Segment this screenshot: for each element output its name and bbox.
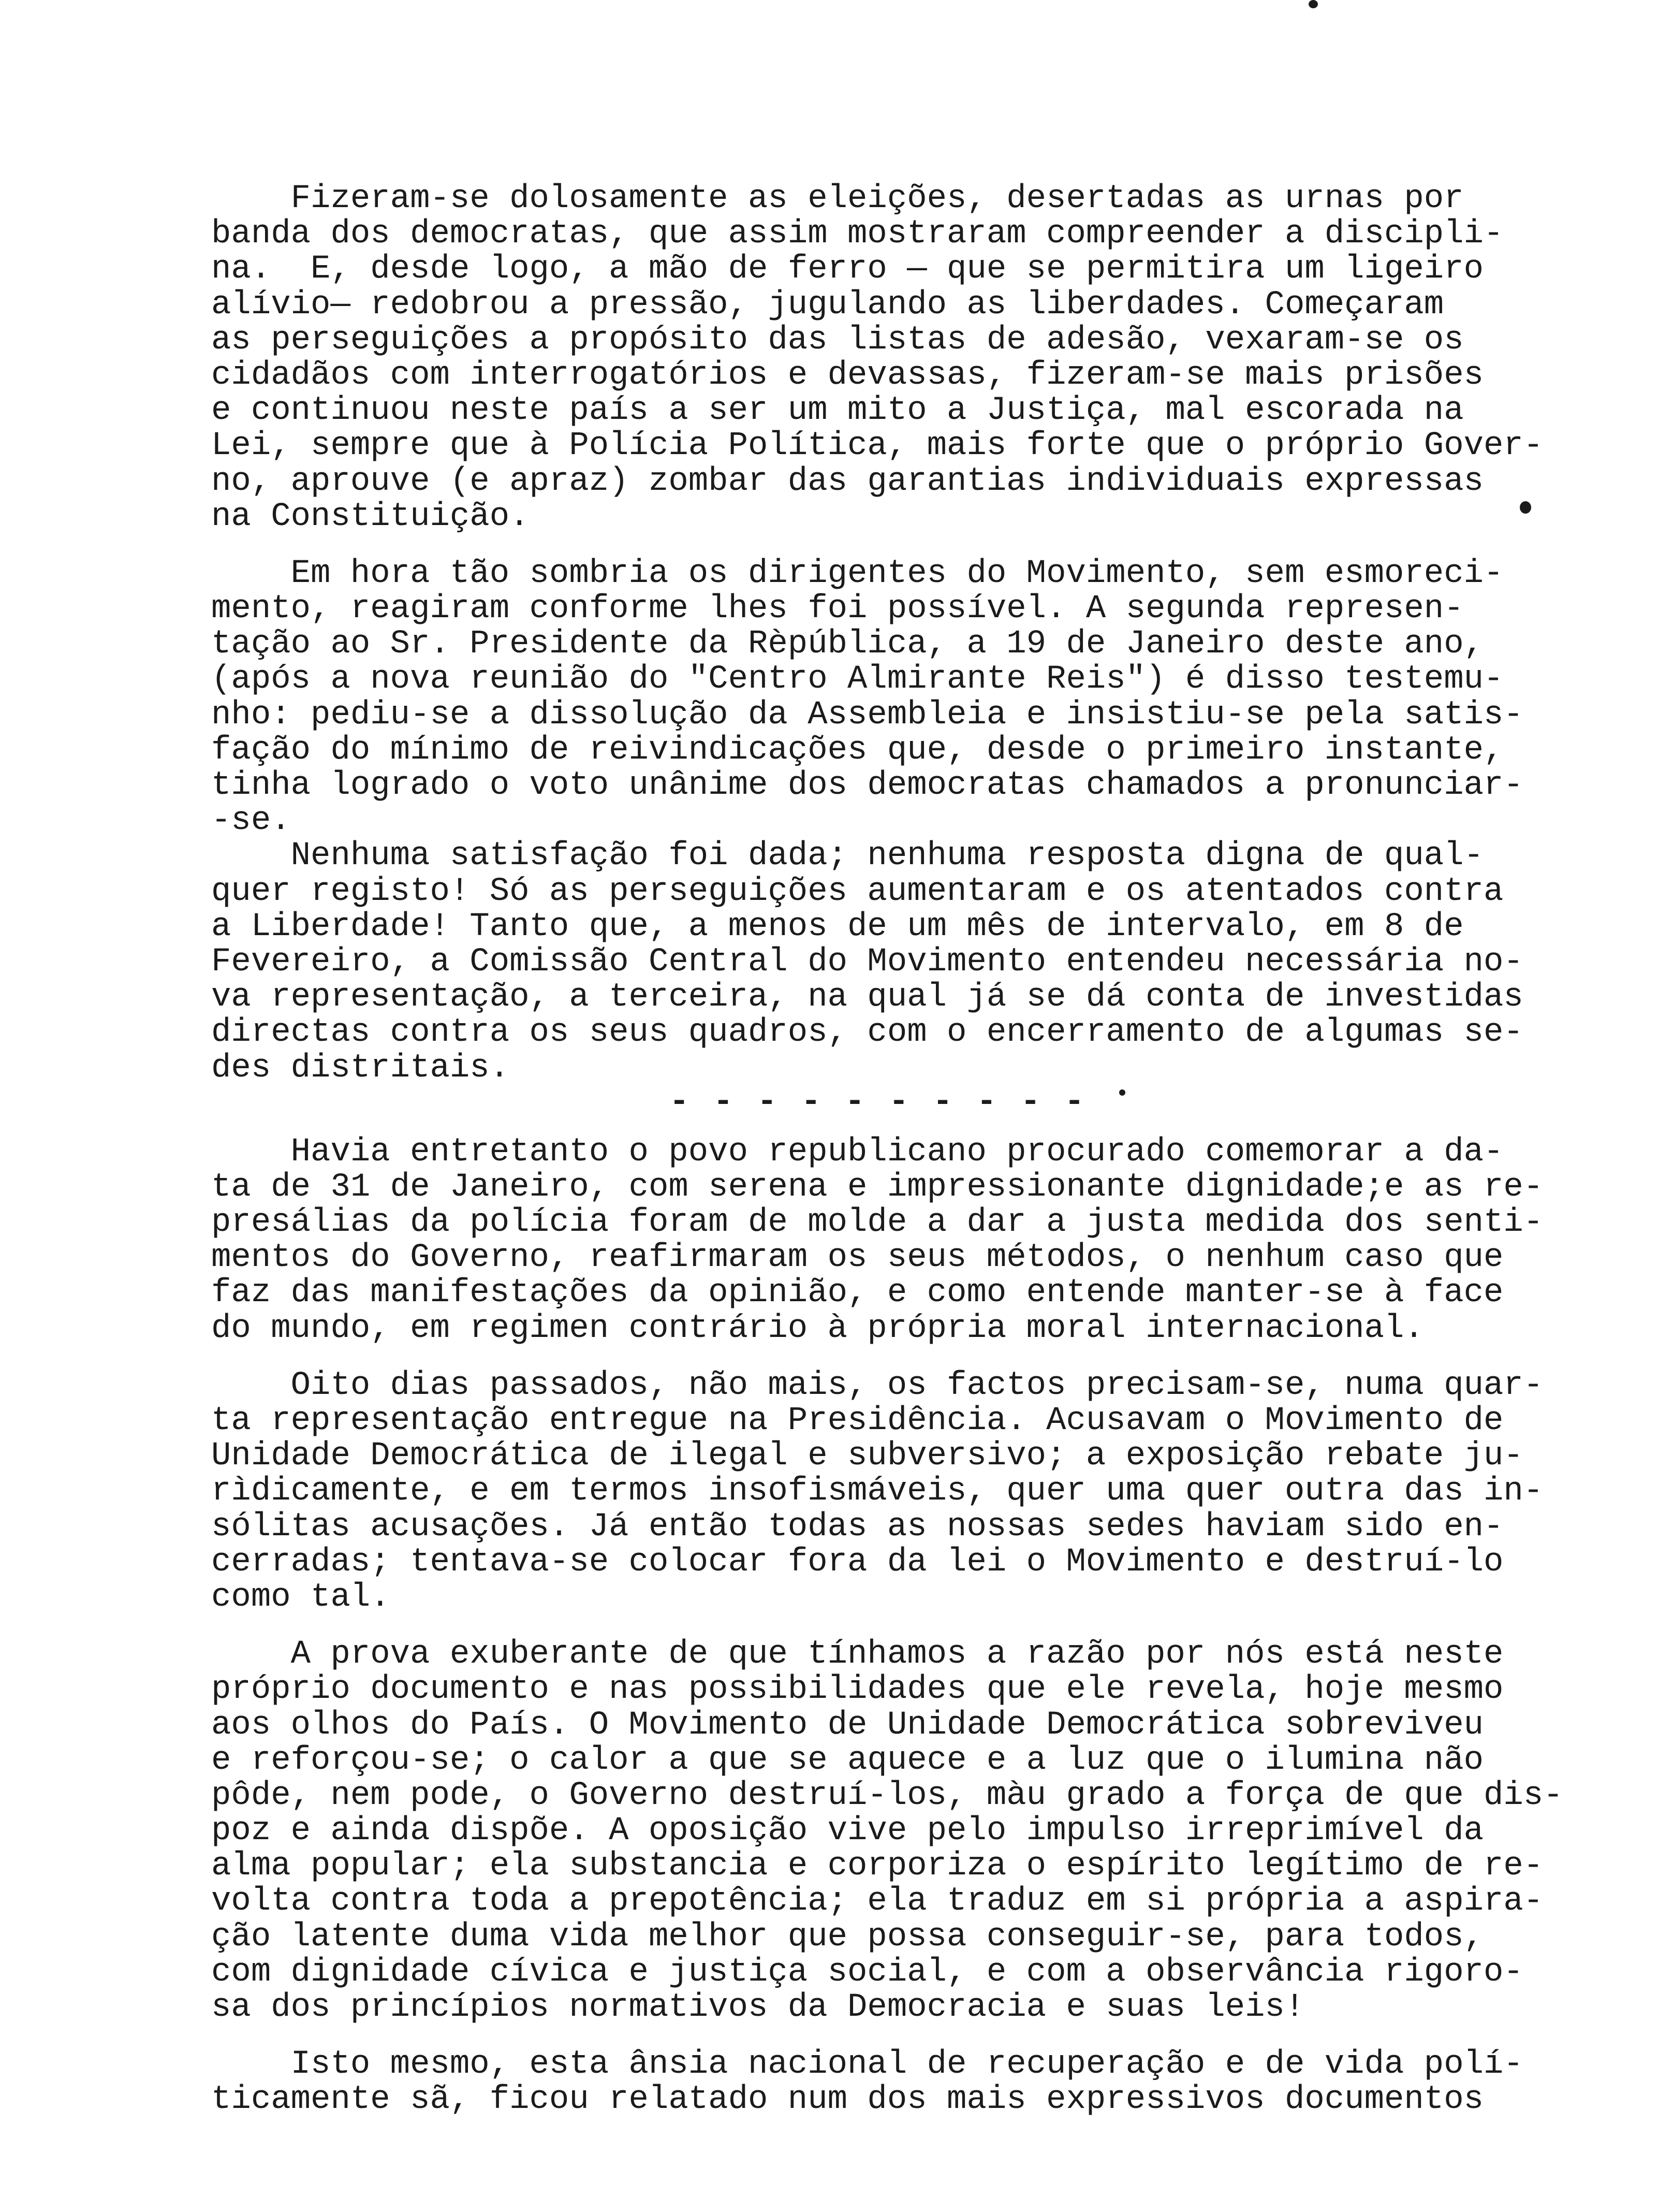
text-line: na Constituição. — [211, 498, 530, 535]
text-line: cerradas; tentava-se colocar fora da lei o Movimento e destruí-lo — [211, 1543, 1504, 1581]
ink-mark — [1309, 0, 1318, 8]
text-line: com dignidade cívica e justiça social, e com a observância rigoro- — [211, 1953, 1523, 1991]
text-line: ção latente duma vida melhor que possa conseguir-se, para todos, — [211, 1918, 1484, 1956]
text-line: va representação, a terceira, na qual já se dá conta de investidas — [211, 979, 1523, 1016]
text-line: no, aprouve (e apraz) zombar das garantias individuais expressas — [211, 462, 1484, 500]
text-line: alívio— redobrou a pressão, jugulando as liberdades. Começaram — [211, 286, 1444, 324]
text-line: poz e ainda dispõe. A oposição vive pelo impulso irreprimível da — [211, 1812, 1484, 1850]
text-line: -se. — [211, 802, 291, 840]
paragraph — [211, 2047, 1609, 2117]
text-line: sa dos princípios normativos da Democracia e suas leis! — [211, 1989, 1305, 2026]
text-line: nho: pediu-se a dissolução da Assembleia e insistiu-se pela satis- — [211, 696, 1523, 734]
text-line: próprio documento e nas possibilidades que ele revela, hoje mesmo — [211, 1671, 1504, 1709]
text-line: tinha logrado o voto unânime dos democratas chamados a pronunciar- — [211, 767, 1523, 804]
text-line: Nenhuma satisfação foi dada; nenhuma resposta digna de qual- — [211, 837, 1484, 875]
text-line: ticamente sã, ficou relatado num dos mais expressivos documentos — [211, 2081, 1484, 2119]
text-line: presálias da polícia foram de molde a dar a justa medida dos senti- — [211, 1204, 1544, 1242]
text-line: alma popular; ela substancia e corporiza o espírito legítimo de re- — [211, 1847, 1544, 1885]
text-line: mento, reagiram conforme lhes foi possível. A segunda represen- — [211, 590, 1464, 628]
paragraph — [211, 838, 1609, 1085]
text-line: do mundo, em regimen contrário à própria moral internacional. — [211, 1309, 1424, 1347]
text-line: ta de 31 de Janeiro, com serena e impressionante dignidade;e as re- — [211, 1168, 1544, 1206]
text-line: na. E, desde logo, a mão de ferro — que se permitira um ligeiro — [211, 251, 1484, 288]
text-line: volta contra toda a prepotência; ela traduz em si própria a aspira- — [211, 1883, 1544, 1920]
text-line: Oito dias passados, não mais, os factos precisam-se, numa quar- — [211, 1366, 1544, 1404]
paragraph — [211, 1134, 1609, 1346]
text-line: faz das manifestações da opinião, e como entende manter-se à face — [211, 1274, 1504, 1312]
paragraph — [211, 1637, 1609, 2025]
text-line: Em hora tão sombria os dirigentes do Movimento, sem esmoreci- — [211, 555, 1504, 592]
text-line: aos olhos do País. O Movimento de Unidade Democrática sobreviveu — [211, 1706, 1484, 1744]
section-separator — [211, 1083, 1609, 1134]
text-line: a Liberdade! Tanto que, a menos de um mês de intervalo, em 8 de — [211, 908, 1464, 945]
text-line: rìdicamente, e em termos insofismáveis, quer uma quer outra das in- — [211, 1473, 1544, 1510]
separator-dashes: - - - - - - - - - - — [669, 1083, 1087, 1121]
text-line: quer registo! Só as perseguições aumentaram e os atentados contra — [211, 872, 1504, 910]
text-line: fação do mínimo de reivindicações que, desde o primeiro instante, — [211, 731, 1504, 769]
text-line: (após a nova reunião do "Centro Almirante Reis") é disso testemu- — [211, 661, 1504, 698]
text-line: Lei, sempre que à Polícia Política, mais forte que o próprio Gover- — [211, 427, 1544, 465]
paragraph — [211, 181, 1609, 534]
text-line: Havia entretanto o povo republicano procurado comemorar a da- — [211, 1133, 1504, 1171]
text-line: A prova exuberante de que tínhamos a razão por nós está neste — [211, 1636, 1504, 1673]
text-line: banda dos democratas, que assim mostraram compreender a discipli- — [211, 215, 1504, 253]
text-line: Unidade Democrática de ilegal e subversivo; a exposição rebate ju- — [211, 1437, 1523, 1475]
paragraph — [211, 1368, 1609, 1615]
text-line: Fevereiro, a Comissão Central do Movimento entendeu necessária no- — [211, 943, 1523, 981]
document-body — [211, 181, 1609, 2118]
text-line: como tal. — [211, 1578, 390, 1616]
text-line: Fizeram-se dolosamente as eleições, desertadas as urnas por — [211, 180, 1464, 217]
text-line: e continuou neste país a ser um mito a Justiça, mal escorada na — [211, 392, 1464, 430]
text-line: e reforçou-se; o calor a que se aquece e a luz que o ilumina não — [211, 1741, 1484, 1779]
text-line: des distritais. — [211, 1049, 510, 1087]
text-line: as perseguições a propósito das listas de adesão, vexaram-se os — [211, 321, 1464, 359]
text-line: sólitas acusações. Já então todas as nossas sedes haviam sido en- — [211, 1508, 1504, 1546]
paragraph — [211, 556, 1609, 839]
text-line: tação ao Sr. Presidente da Rèpública, a 19 de Janeiro deste ano, — [211, 625, 1484, 663]
text-line: mentos do Governo, reafirmaram os seus métodos, o nenhum caso que — [211, 1239, 1504, 1277]
text-line: directas contra os seus quadros, com o encerramento de algumas se- — [211, 1014, 1523, 1052]
text-line: pôde, nem pode, o Governo destruí-los, màu grado a força de que dis- — [211, 1777, 1563, 1814]
text-line: cidadãos com interrogatórios e devassas, fizeram-se mais prisões — [211, 356, 1484, 394]
text-line: ta representação entregue na Presidência. Acusavam o Movimento de — [211, 1402, 1504, 1439]
text-line: Isto mesmo, esta ânsia nacional de recuperação e de vida polí- — [211, 2046, 1523, 2084]
